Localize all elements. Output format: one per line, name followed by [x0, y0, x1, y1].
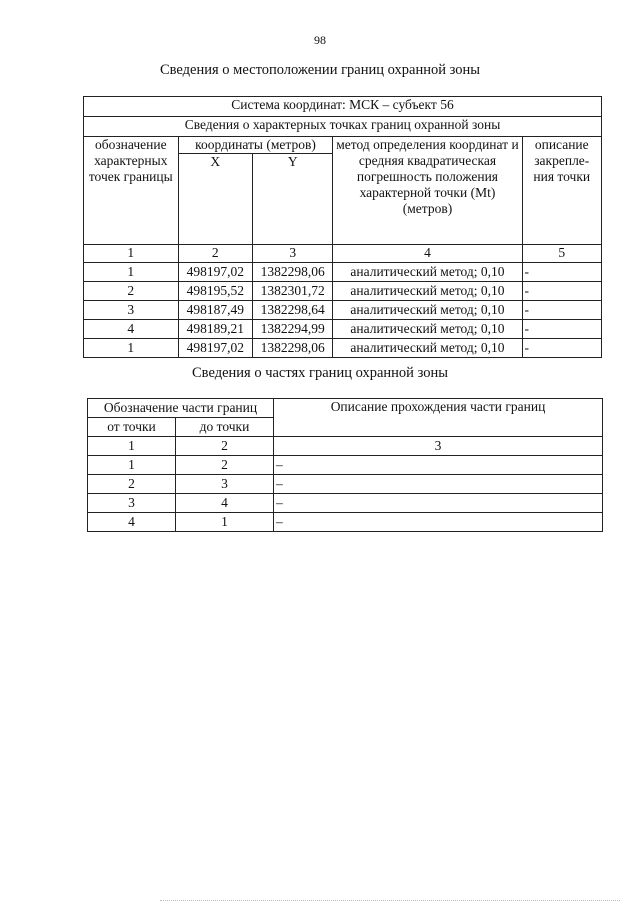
- method-cell: аналитический метод; 0,10: [333, 320, 522, 339]
- section1-title: Сведения о местоположении границ охранной зоны: [159, 62, 480, 78]
- col-number: 1: [84, 245, 179, 263]
- header-y: Y: [252, 154, 332, 245]
- table-row: [84, 301, 602, 320]
- part-desc-cell: –: [274, 456, 603, 475]
- col-number: 4: [333, 245, 522, 263]
- table-row: [88, 456, 603, 475]
- header-x: X: [178, 154, 252, 245]
- table-row: [84, 320, 602, 339]
- method-cell: аналитический метод; 0,10: [333, 339, 522, 358]
- footer-scan-line: [160, 900, 620, 901]
- points-subtitle: Сведения о характерных точках границ охранной зоны: [84, 117, 602, 137]
- x-cell: 498187,49: [178, 301, 252, 320]
- to-cell: 2: [176, 456, 274, 475]
- part-desc-cell: –: [274, 513, 603, 532]
- header-designation: обозначение характерных точек границы: [84, 137, 179, 245]
- col-number: 1: [88, 437, 176, 456]
- y-cell: 1382301,72: [252, 282, 332, 301]
- col-number: 3: [274, 437, 603, 456]
- from-cell: 2: [88, 475, 176, 494]
- to-cell: 1: [176, 513, 274, 532]
- section2-title: Сведения о частях границ охранной зоны: [192, 365, 448, 381]
- x-cell: 498195,52: [178, 282, 252, 301]
- desc-cell: -: [522, 301, 601, 320]
- y-cell: 1382294,99: [252, 320, 332, 339]
- col-number: 2: [178, 245, 252, 263]
- header-description: описание закрепле-ния точки: [522, 137, 601, 245]
- method-cell: аналитический метод; 0,10: [333, 282, 522, 301]
- header-part-description: Описание прохождения части границ: [274, 399, 603, 437]
- to-cell: 3: [176, 475, 274, 494]
- part-desc-cell: –: [274, 494, 603, 513]
- coordinate-system-label: Система координат: МСК – субъект 56: [84, 97, 602, 117]
- y-cell: 1382298,06: [252, 263, 332, 282]
- to-cell: 4: [176, 494, 274, 513]
- point-cell: 2: [84, 282, 179, 301]
- table-row: [88, 513, 603, 532]
- point-cell: 4: [84, 320, 179, 339]
- table-row: [88, 494, 603, 513]
- method-cell: аналитический метод; 0,10: [333, 301, 522, 320]
- table-row: [84, 263, 602, 282]
- from-cell: 3: [88, 494, 176, 513]
- col-number: 3: [252, 245, 332, 263]
- header-to: до точки: [176, 418, 274, 437]
- point-cell: 1: [84, 263, 179, 282]
- boundary-parts-table: [87, 398, 603, 532]
- boundary-points-table: [83, 96, 602, 358]
- x-cell: 498197,02: [178, 263, 252, 282]
- part-desc-cell: –: [274, 475, 603, 494]
- from-cell: 1: [88, 456, 176, 475]
- x-cell: 498189,21: [178, 320, 252, 339]
- table-row: [84, 282, 602, 301]
- header-coords: координаты (метров): [178, 137, 333, 154]
- header-from: от точки: [88, 418, 176, 437]
- header-part: Обозначение части границ: [88, 399, 274, 418]
- table-row: [88, 475, 603, 494]
- desc-cell: -: [522, 320, 601, 339]
- desc-cell: -: [522, 263, 601, 282]
- header-method: метод определения координат и средняя квадратическая погрешность положения характерной точки (Mt) (метров): [333, 137, 522, 245]
- from-cell: 4: [88, 513, 176, 532]
- x-cell: 498197,02: [178, 339, 252, 358]
- table-row: [84, 339, 602, 358]
- col-number: 5: [522, 245, 601, 263]
- col-number: 2: [176, 437, 274, 456]
- method-cell: аналитический метод; 0,10: [333, 263, 522, 282]
- y-cell: 1382298,06: [252, 339, 332, 358]
- desc-cell: -: [522, 282, 601, 301]
- point-cell: 1: [84, 339, 179, 358]
- desc-cell: -: [522, 339, 601, 358]
- point-cell: 3: [84, 301, 179, 320]
- y-cell: 1382298,64: [252, 301, 332, 320]
- page-number: 98: [314, 33, 326, 47]
